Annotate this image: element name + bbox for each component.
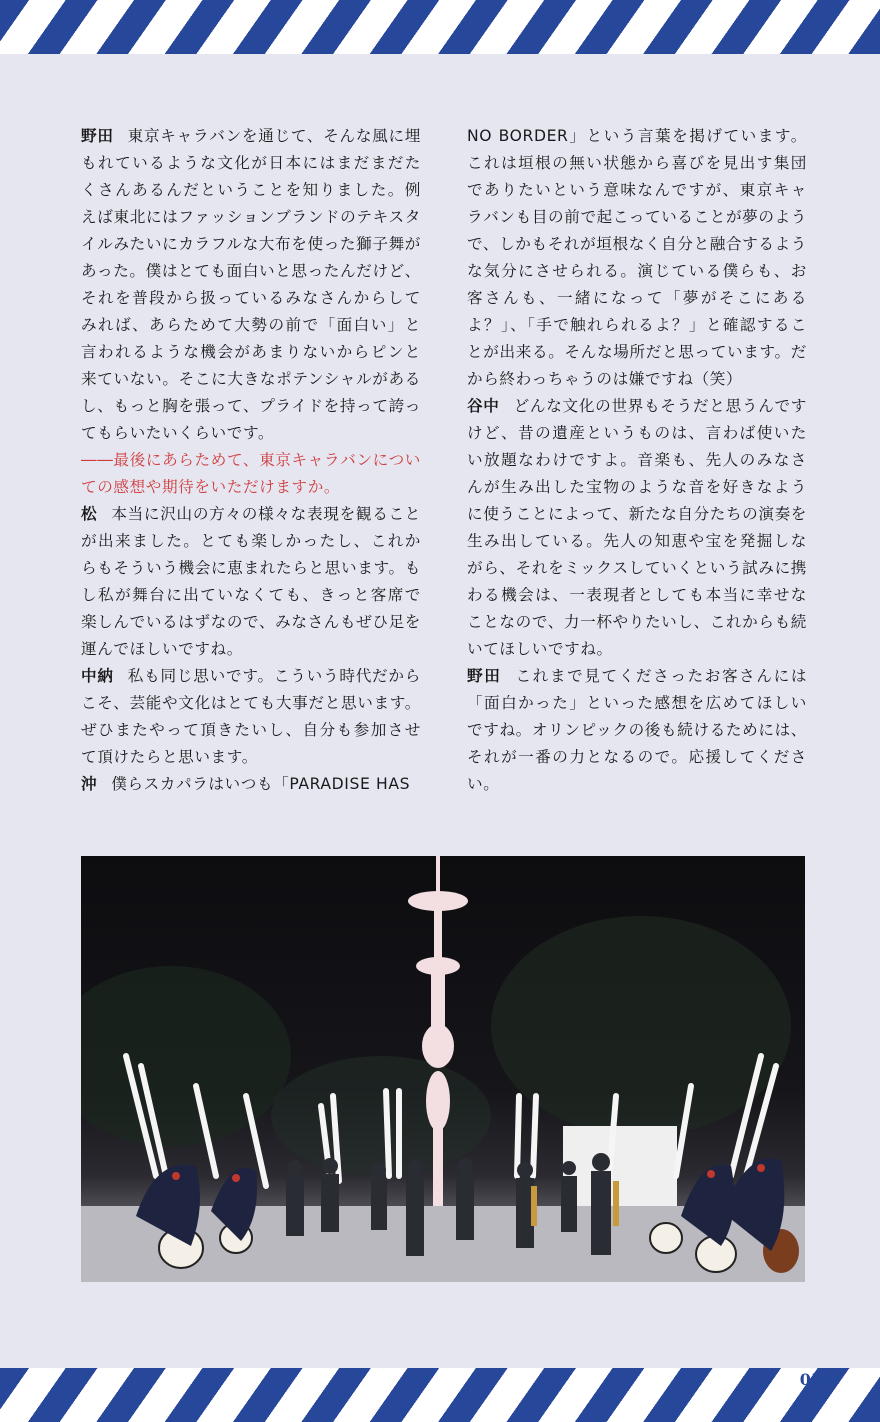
speaker-name: 野田 xyxy=(81,127,114,145)
speech-text: 東京キャラバンを通じて、そんな風に埋もれているような文化が日本にはまだまだたくさんあるんだということを知りました。例えば東北にはファッションブランドのテキスタイルみたいにカラフルな大布を使った獅子舞があった。僕はとても面白いと思ったんだけど、それを普段から扱っているみなさんからしてみれば、あらためて大勢の前で「面白い」と言われるような機会があまりないからピンと来ていない。そこに大きなポテンシャルがあるし、もっと胸を張って、プライドを持って誇ってもらいたいくらいです。 xyxy=(81,127,421,442)
top-stripe-band xyxy=(0,0,880,54)
right-text-column xyxy=(467,123,807,798)
paragraph-nakano xyxy=(81,663,421,771)
white-screen xyxy=(563,1126,677,1206)
paragraph-noda-1 xyxy=(81,123,421,447)
interviewer-question: ――最後にあらためて、東京キャラバンについての感想や期待をいただけますか。 xyxy=(81,451,421,496)
speaker-name: 松 xyxy=(81,505,98,523)
speech-text: 本当に沢山の方々の様々な表現を観ることが出来ました。とても楽しかったし、これからもそういう機会に恵まれたらと思います。もし私が舞台に出ていなくても、きっと客席で楽しんでいるはずなので、みなさんもぜひ足を運んでほしいですね。 xyxy=(81,505,421,658)
stage-performance-photo xyxy=(81,856,805,1282)
left-text-column xyxy=(81,123,421,798)
paragraph-noda-2 xyxy=(467,663,807,798)
speaker-name: 谷中 xyxy=(467,397,500,415)
bottom-stripe-band xyxy=(0,1368,880,1422)
paragraph-yanaka xyxy=(467,393,807,663)
speech-text: 僕らスカパラはいつも「PARADISE HAS xyxy=(111,775,411,793)
speaker-name: 中納 xyxy=(81,667,114,685)
photo-illustration xyxy=(81,856,805,1282)
speech-text: これまで見てくださったお客さんには「面白かった」といった感想を広めてほしいですね。オリンピックの後も続けるためには、それが一番の力となるので。応援してください。 xyxy=(467,667,808,793)
paragraph-oki-continued xyxy=(467,123,807,393)
paragraph-matsu xyxy=(81,501,421,663)
speech-text: 私も同じ思いです。こういう時代だからこそ、芸能や文化はとても大事だと思います。ぜひまたやって頂きたいし、自分も参加させて頂けたらと思います。 xyxy=(81,667,421,766)
speaker-name: 沖 xyxy=(81,775,98,793)
speech-text: どんな文化の世界もそうだと思うんですけど、昔の遺産というものは、言わば使いたい放題なわけですよ。音楽も、先人のみなさんが生み出した宝物のような音を好きなように使うことによって、新たな自分たちの演奏を生み出している。先人の知恵や宝を発掘しながら、それをミックスしていくという試みに携わる機会は、一表現者としても本当に幸せなことなので、力一杯やりたいし、これからも続いてほしいですね。 xyxy=(467,397,807,658)
speech-text: NO BORDER」という言葉を掲げています。これは垣根の無い状態から喜びを見出す集団でありたいという意味なんですが、東京キャラバンも目の前で起こっていることが夢のようで、しかもそれが垣根なく自分と融合するような気分にさせられる。演じている僕らも、お客さんも、一緒になって「夢がそこにあるよ？」、「手で触れられるよ？」と確認することが出来る。そんな場所だと思っています。だから終わっちゃうのは嫌ですね（笑） xyxy=(467,127,807,388)
paragraph-oki xyxy=(81,771,421,798)
speaker-name: 野田 xyxy=(467,667,502,685)
page-number: 05 xyxy=(799,1370,822,1389)
